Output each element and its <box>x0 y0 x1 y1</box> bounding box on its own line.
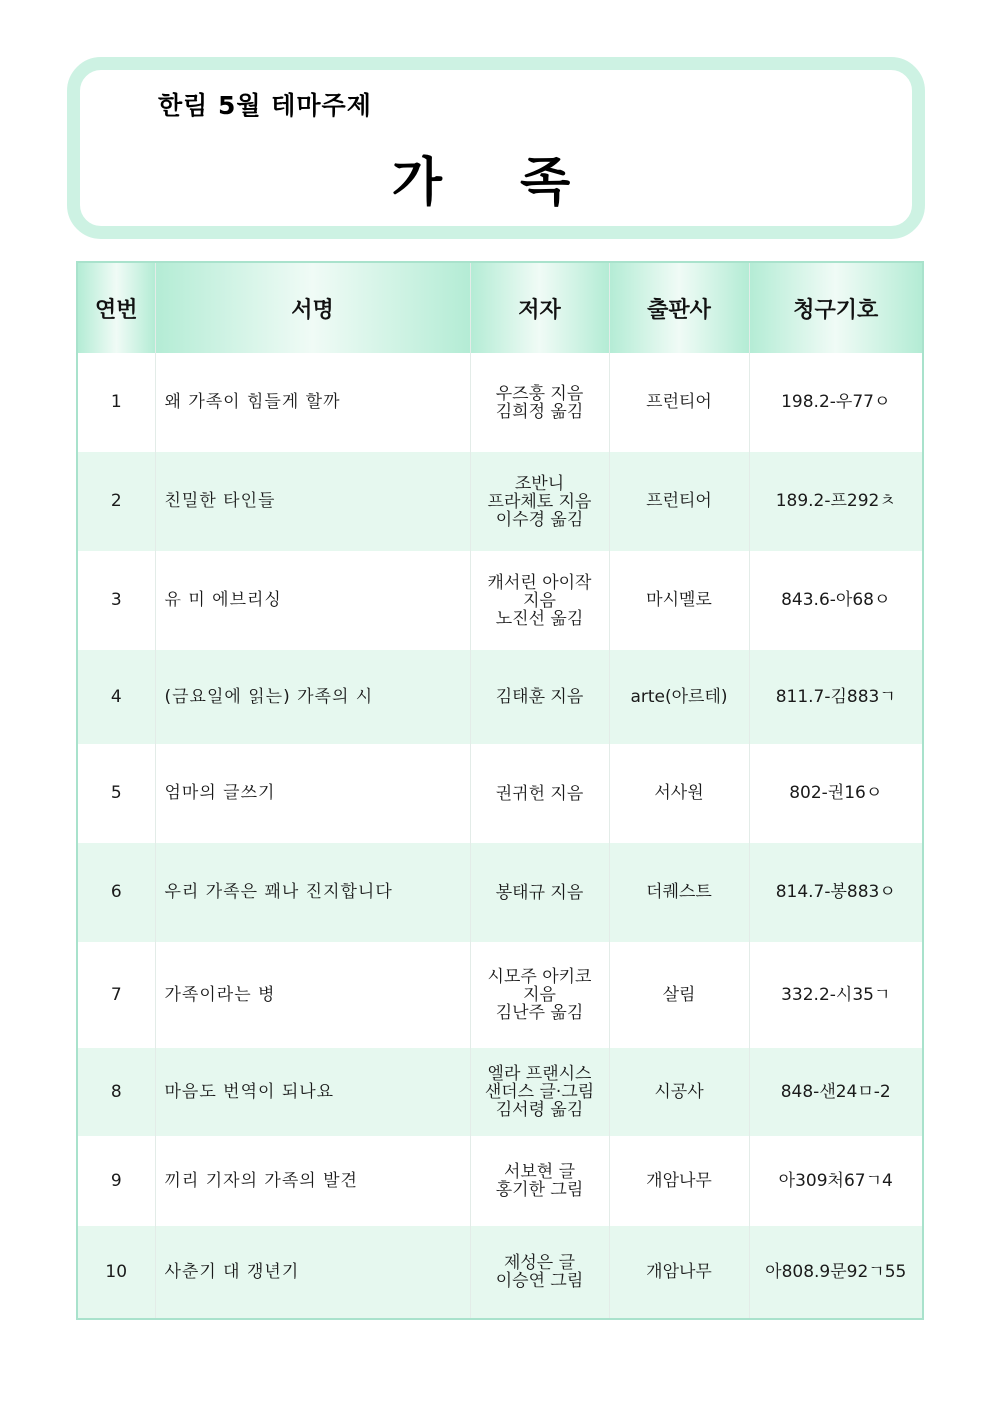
book-call-number: 848-샌24ㅁ-2 <box>749 1048 923 1136</box>
header-banner <box>67 57 925 239</box>
book-author <box>470 843 609 942</box>
table-row <box>77 1136 923 1226</box>
table-row <box>77 1226 923 1319</box>
table-row <box>77 551 923 650</box>
row-number: 2 <box>77 452 155 551</box>
book-title: 끼리 기자의 가족의 발견 <box>155 1136 470 1226</box>
author-line: 이승연 그림 <box>495 1271 584 1291</box>
table-row <box>77 452 923 551</box>
book-call-number: 아309처67ㄱ4 <box>749 1136 923 1226</box>
author-line: 이수경 옮김 <box>495 509 584 530</box>
book-publisher: 프런티어 <box>609 353 749 452</box>
row-number: 3 <box>77 551 155 650</box>
book-publisher: 서사원 <box>609 744 749 843</box>
book-call-number: 아808.9문92ㄱ55 <box>749 1226 923 1319</box>
table-header-row <box>77 262 923 353</box>
table-row <box>77 744 923 843</box>
row-number: 7 <box>77 942 155 1048</box>
row-number: 4 <box>77 650 155 744</box>
book-title: 우리 가족은 꽤나 진지합니다 <box>155 843 470 942</box>
book-author <box>470 1226 609 1319</box>
book-author <box>470 551 609 650</box>
author-line: 김난주 옮김 <box>495 1003 584 1023</box>
book-publisher: 프런티어 <box>609 452 749 551</box>
book-call-number: 802-권16ㅇ <box>749 744 923 843</box>
book-author <box>470 353 609 452</box>
author-line: 지음 <box>523 590 556 611</box>
book-title: 친밀한 타인들 <box>155 452 470 551</box>
book-title: 가족이라는 병 <box>155 942 470 1048</box>
table-row <box>77 353 923 452</box>
book-publisher: arte(아르테) <box>609 650 749 744</box>
book-call-number: 843.6-아68ㅇ <box>749 551 923 650</box>
book-publisher: 살림 <box>609 942 749 1048</box>
author-line: 홍기한 그림 <box>495 1180 584 1200</box>
book-publisher: 개암나무 <box>609 1136 749 1226</box>
book-title: 엄마의 글쓰기 <box>155 744 470 843</box>
book-call-number: 811.7-김883ㄱ <box>749 650 923 744</box>
author-line: 권귀헌 지음 <box>495 783 584 804</box>
book-publisher: 시공사 <box>609 1048 749 1136</box>
book-author <box>470 650 609 744</box>
author-line: 서보현 글 <box>503 1162 576 1182</box>
author-line: 김태훈 지음 <box>495 687 584 707</box>
row-number: 5 <box>77 744 155 843</box>
book-call-number: 198.2-우77ㅇ <box>749 353 923 452</box>
row-number: 1 <box>77 353 155 452</box>
column-header-publisher: 출판사 <box>609 262 749 353</box>
author-line: 김희정 옮김 <box>495 401 584 422</box>
author-line: 캐서린 아이작 <box>487 572 592 593</box>
theme-subtitle: 한림 5월 테마주제 <box>158 91 372 120</box>
book-author <box>470 1048 609 1136</box>
author-line: 프라체토 지음 <box>487 491 592 512</box>
author-line: 지음 <box>523 985 556 1005</box>
book-title: (금요일에 읽는) 가족의 시 <box>155 650 470 744</box>
row-number: 10 <box>77 1226 155 1319</box>
row-number: 8 <box>77 1048 155 1136</box>
book-author <box>470 942 609 1048</box>
author-line: 샌더스 글·그림 <box>484 1082 595 1102</box>
book-call-number: 189.2-프292ㅊ <box>749 452 923 551</box>
author-line: 제성은 글 <box>503 1253 576 1273</box>
author-line: 노진선 옮김 <box>495 608 584 629</box>
row-number: 9 <box>77 1136 155 1226</box>
table-row <box>77 843 923 942</box>
column-header-title: 서명 <box>155 262 470 353</box>
book-title: 왜 가족이 힘들게 할까 <box>155 353 470 452</box>
table-row <box>77 1048 923 1136</box>
book-author <box>470 744 609 843</box>
book-title: 마음도 번역이 되나요 <box>155 1048 470 1136</box>
column-header-number: 연번 <box>77 262 155 353</box>
book-call-number: 332.2-시35ㄱ <box>749 942 923 1048</box>
table-row <box>77 650 923 744</box>
author-line: 시모주 아키코 <box>487 967 592 987</box>
author-line: 조반니 <box>514 473 565 494</box>
book-author <box>470 1136 609 1226</box>
author-line: 봉태규 지음 <box>495 882 584 903</box>
book-publisher: 개암나무 <box>609 1226 749 1319</box>
book-list-table <box>76 261 924 1320</box>
column-header-call-number: 청구기호 <box>749 262 923 353</box>
row-number: 6 <box>77 843 155 942</box>
book-title: 사춘기 대 갱년기 <box>155 1226 470 1319</box>
author-line: 우즈훙 지음 <box>495 383 584 404</box>
page-title: 가 족 <box>391 153 601 213</box>
author-line: 김서령 옮김 <box>495 1100 584 1120</box>
book-author <box>470 452 609 551</box>
table-row <box>77 942 923 1048</box>
book-publisher: 더퀘스트 <box>609 843 749 942</box>
author-line: 엘라 프랜시스 <box>487 1064 592 1084</box>
book-title: 유 미 에브리싱 <box>155 551 470 650</box>
book-publisher: 마시멜로 <box>609 551 749 650</box>
column-header-author: 저자 <box>470 262 609 353</box>
book-call-number: 814.7-봉883ㅇ <box>749 843 923 942</box>
